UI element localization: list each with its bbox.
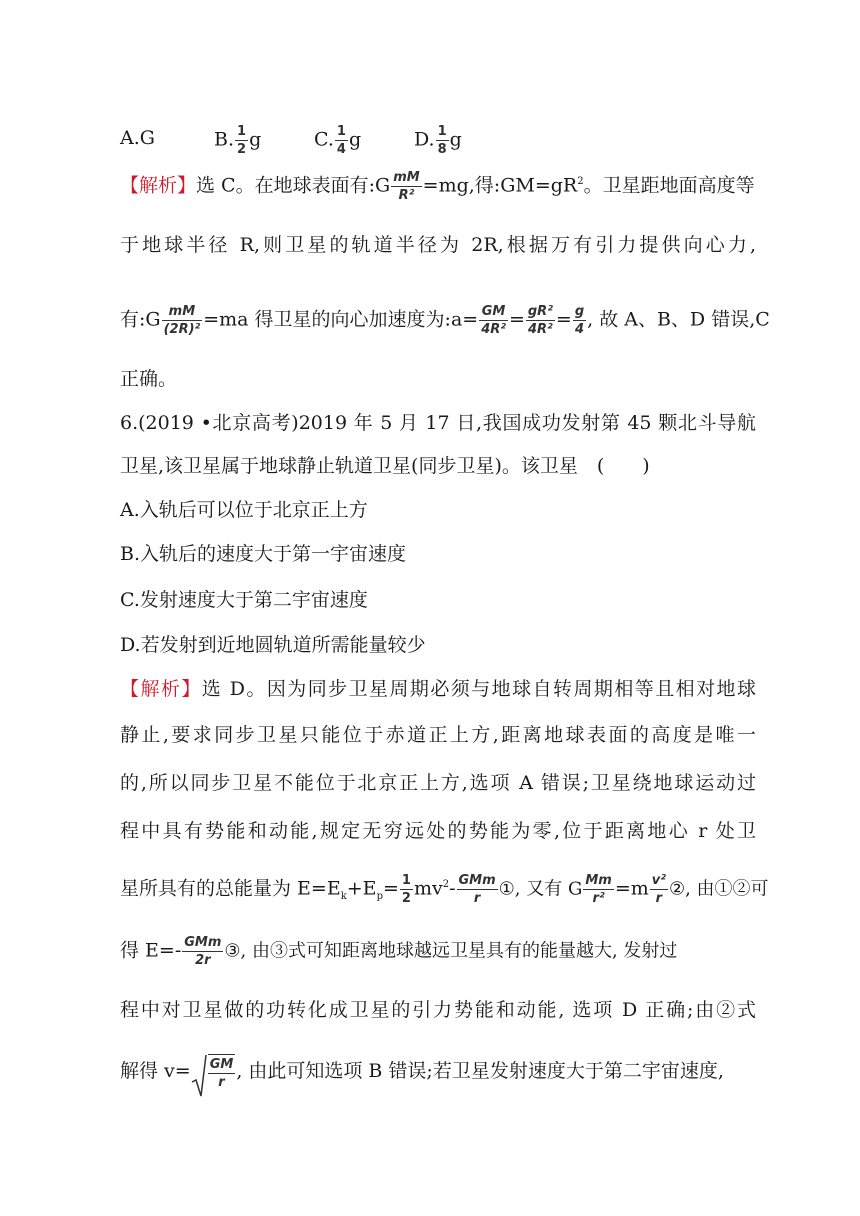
option-c-suffix: g bbox=[348, 128, 362, 151]
square-root bbox=[191, 1054, 237, 1090]
frac-num: 1 bbox=[336, 124, 346, 139]
option-d-prefix: D. bbox=[414, 128, 435, 151]
frac-num: mM bbox=[393, 169, 420, 185]
analysis2-line8 bbox=[120, 1054, 724, 1090]
text: = bbox=[382, 877, 399, 900]
text: - bbox=[449, 877, 456, 900]
option-d-suffix: g bbox=[449, 128, 462, 151]
text: =ma 得卫星的向心加速度为:a= bbox=[203, 308, 479, 331]
question6-option-c: C.发射速度大于第二宇宙速度 bbox=[120, 589, 368, 611]
frac-num: GM bbox=[209, 1057, 234, 1072]
fraction-GM-over-r bbox=[208, 1054, 236, 1090]
frac-den: 4 bbox=[574, 322, 584, 337]
text: =m bbox=[614, 877, 649, 900]
text: 选 D。因为同步卫星周期必须与地球自转周期相等且相对地球 bbox=[201, 678, 756, 700]
frac-num: v² bbox=[651, 872, 666, 888]
analysis2-line3: 的,所以同步卫星不能位于北京正上方,选项 A 错误;卫星绕地球运动过 bbox=[120, 772, 756, 794]
frac-den: R² bbox=[398, 187, 415, 203]
frac-den: 4R² bbox=[481, 322, 506, 337]
frac-num: gR² bbox=[527, 304, 553, 319]
frac-num: g bbox=[574, 304, 585, 319]
fraction-GM-over-4R2 bbox=[479, 304, 508, 337]
frac-den: r bbox=[473, 890, 481, 906]
analysis1-line3 bbox=[120, 304, 770, 337]
option-c-prefix: C. bbox=[314, 128, 334, 151]
frac-den: r bbox=[218, 1075, 225, 1090]
analysis2-line7: 程中对卫星做的功转化成卫星的引力势能和动能, 选项 D 正确;由②式 bbox=[120, 999, 756, 1021]
text: =mg,得:GM=gR bbox=[422, 174, 578, 197]
text: 。卫星距地面高度等 bbox=[583, 174, 755, 197]
fraction-gR2-over-4R2 bbox=[526, 304, 555, 337]
superscript: 2 bbox=[442, 879, 450, 890]
frac-den: 2r bbox=[195, 953, 211, 968]
frac-num: mM bbox=[162, 304, 203, 321]
option-d-prev bbox=[414, 124, 462, 157]
question6-line1: 6.(2019 •北京高考)2019 年 5 月 17 日,我国成功发射第 45 颗北斗导航 bbox=[120, 412, 756, 434]
analysis1-line2: 于地球半径 R,则卫星的轨道半径为 2R,根据万有引力提供向心力, bbox=[120, 234, 756, 256]
text: , 故 A、B、D 错误,C bbox=[587, 308, 770, 331]
analysis2-line2: 静止,要求同步卫星只能位于赤道正上方,距离地球表面的高度是唯一 bbox=[120, 724, 756, 746]
frac-num: GM bbox=[479, 304, 508, 321]
analysis2-line1 bbox=[120, 675, 756, 703]
analysis1-line4: 正确。 bbox=[120, 368, 178, 390]
text: = bbox=[508, 308, 525, 331]
frac-num: 1 bbox=[237, 124, 247, 139]
fraction-mM-over-2R2 bbox=[162, 304, 203, 337]
analysis1-line1 bbox=[120, 168, 755, 203]
question6-line2: 卫星,该卫星属于地球静止轨道卫星(同步卫星)。该卫星 ( ) bbox=[120, 455, 650, 477]
subscript: p bbox=[376, 891, 383, 903]
fraction-one-half bbox=[400, 873, 413, 906]
frac-num: Mm bbox=[585, 872, 612, 888]
option-b-prefix: B. bbox=[214, 128, 235, 151]
subscript: k bbox=[340, 891, 347, 903]
option-b-suffix: g bbox=[249, 128, 262, 151]
text: 解得 v= bbox=[120, 1060, 191, 1082]
frac-num: GMm bbox=[184, 935, 222, 950]
fraction-one-quarter bbox=[335, 124, 348, 157]
fraction-GMm-over-r bbox=[457, 873, 498, 906]
option-b-prev bbox=[214, 124, 261, 157]
radical-sign-icon bbox=[191, 1054, 207, 1098]
frac-den: (2R)² bbox=[163, 322, 201, 337]
question6-option-b: B.入轨后的速度大于第一宇宙速度 bbox=[120, 543, 407, 565]
superscript: 2 bbox=[577, 176, 584, 187]
text: ②, 由①②可 bbox=[668, 878, 769, 900]
question6-option-a: A.入轨后可以位于北京正上方 bbox=[120, 499, 368, 521]
fraction-mM-over-R2 bbox=[391, 170, 421, 203]
frac-num: GMm bbox=[458, 872, 496, 888]
analysis-tag: 【解析】 bbox=[120, 174, 197, 197]
analysis2-line6 bbox=[120, 935, 677, 968]
text: 选 C。在地球表面有:G bbox=[196, 174, 391, 197]
frac-den: 8 bbox=[437, 142, 447, 157]
frac-den: 2 bbox=[401, 890, 411, 906]
analysis-tag: 【解析】 bbox=[120, 678, 202, 700]
fraction-one-eighth bbox=[436, 124, 449, 157]
frac-den: 2 bbox=[237, 142, 247, 157]
fraction-g-over-4 bbox=[573, 304, 586, 337]
text: +E bbox=[346, 877, 377, 900]
option-c-prev bbox=[314, 124, 361, 157]
text: ①, 又有 G bbox=[498, 878, 583, 900]
frac-den: r bbox=[655, 890, 663, 906]
text: 有:G bbox=[120, 308, 161, 331]
text: = bbox=[555, 308, 572, 331]
fraction-Mm-over-r2 bbox=[583, 873, 613, 906]
text: ③, 由③式可知距离地球越远卫星具有的能量越大, 发射过 bbox=[224, 940, 678, 962]
option-a-prev: A.G bbox=[120, 127, 155, 149]
fraction-v2-over-r bbox=[650, 873, 668, 906]
fraction-GMm-over-2r bbox=[182, 935, 223, 968]
frac-num: 1 bbox=[401, 872, 411, 888]
analysis2-line5 bbox=[120, 871, 769, 911]
text: , 由此可知选项 B 错误;若卫星发射速度大于第二宇宙速度, bbox=[236, 1060, 724, 1082]
question6-option-d: D.若发射到近地圆轨道所需能量较少 bbox=[120, 634, 426, 656]
text: 得 E=- bbox=[120, 939, 182, 962]
frac-den: 4 bbox=[336, 142, 346, 157]
analysis2-line4: 程中具有势能和动能,规定无穷远处的势能为零,位于距离地心 r 处卫 bbox=[120, 820, 756, 842]
text: 星所具有的总能量为 E=E bbox=[120, 877, 341, 900]
frac-den: r² bbox=[592, 890, 605, 906]
frac-num: 1 bbox=[437, 124, 447, 139]
frac-den: 4R² bbox=[528, 322, 553, 337]
text: mv bbox=[413, 877, 443, 900]
fraction-one-half bbox=[235, 124, 248, 157]
